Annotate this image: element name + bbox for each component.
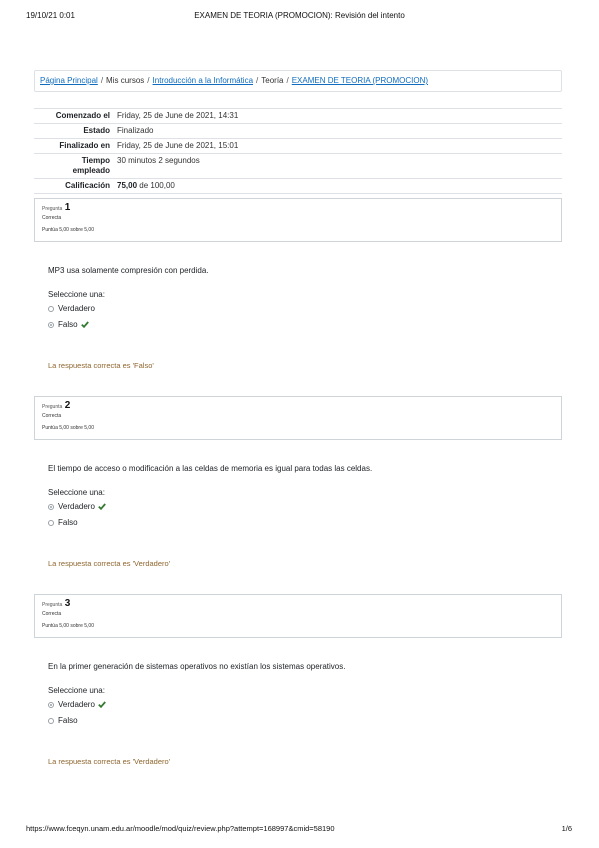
time-value: 30 minutos 2 segundos xyxy=(117,156,200,165)
option-label: Verdadero xyxy=(58,700,95,709)
radio-button[interactable] xyxy=(48,520,54,526)
grade-suffix: de 100,00 xyxy=(139,181,175,190)
summary-row-time xyxy=(34,154,562,179)
summary-row-grade xyxy=(34,179,562,194)
option-label: Falso xyxy=(58,518,78,527)
breadcrumb-section: Teoría xyxy=(261,76,284,85)
breadcrumb-home-link[interactable]: Página Principal xyxy=(40,76,98,85)
answer-option-false[interactable] xyxy=(48,518,78,527)
answer-option-false[interactable] xyxy=(48,320,89,329)
radio-button-selected[interactable] xyxy=(48,702,54,708)
question-info-box xyxy=(34,396,562,440)
grade-value-cell xyxy=(114,179,175,193)
state-value: Finalizado xyxy=(117,126,154,135)
summary-row-finished xyxy=(34,139,562,154)
question-grade: Puntúa 5,00 sobre 5,00 xyxy=(42,227,94,233)
breadcrumb-quiz-link[interactable]: EXAMEN DE TEORIA (PROMOCION) xyxy=(291,76,429,85)
question-number: 3 xyxy=(64,598,71,609)
breadcrumb-separator: / xyxy=(147,76,150,85)
started-label: Comenzado el xyxy=(55,111,110,120)
question-number: 1 xyxy=(64,202,71,213)
question-info-box xyxy=(34,594,562,638)
question-number-line xyxy=(42,202,561,213)
radio-button[interactable] xyxy=(48,718,54,724)
answer-prompt: Seleccione una: xyxy=(48,488,105,497)
breadcrumb-separator: / xyxy=(256,76,259,85)
answer-option-true[interactable] xyxy=(48,700,106,709)
breadcrumb-separator: / xyxy=(286,76,289,85)
answer-prompt: Seleccione una: xyxy=(48,290,105,299)
question-grade: Puntúa 5,00 sobre 5,00 xyxy=(42,425,94,431)
radio-button-selected[interactable] xyxy=(48,322,54,328)
question-grade: Puntúa 5,00 sobre 5,00 xyxy=(42,623,94,629)
time-label-line-2: empleado xyxy=(72,166,110,175)
breadcrumb-separator: / xyxy=(100,76,104,85)
question-state: Correcta xyxy=(42,413,62,419)
breadcrumb-course-link[interactable]: Introducción a la Informática xyxy=(152,76,254,85)
question-state: Correcta xyxy=(42,215,62,221)
breadcrumb-my-courses: Mis cursos xyxy=(106,76,145,85)
summary-row-state xyxy=(34,124,562,139)
question-text: En la primer generación de sistemas operativos no existían los sistemas operativos. xyxy=(48,662,346,671)
print-header xyxy=(0,11,599,23)
question-label: Pregunta xyxy=(42,602,63,608)
answer-prompt: Seleccione una: xyxy=(48,686,105,695)
started-value: Friday, 25 de June de 2021, 14:31 xyxy=(117,111,239,120)
answer-option-false[interactable] xyxy=(48,716,78,725)
print-page-number: 1/6 xyxy=(561,824,572,833)
option-label: Verdadero xyxy=(58,502,95,511)
print-url: https://www.fceqyn.unam.edu.ar/moodle/mod/quiz/review.php?attempt=168997&cmid=58190 xyxy=(26,824,335,833)
question-text: El tiempo de acceso o modificación a las celdas de memoria es igual para todas las celdas. xyxy=(48,464,373,473)
breadcrumb xyxy=(34,70,562,92)
finished-value: Friday, 25 de June de 2021, 15:01 xyxy=(117,141,239,150)
answer-option-true[interactable] xyxy=(48,304,95,313)
time-label xyxy=(34,154,114,178)
question-number-line xyxy=(42,400,561,411)
finished-label: Finalizado en xyxy=(59,141,110,150)
option-label: Verdadero xyxy=(58,304,95,313)
summary-row-started xyxy=(34,109,562,124)
print-date: 19/10/21 0:01 xyxy=(26,11,75,20)
time-label-line-1: Tiempo xyxy=(81,156,110,165)
question-text: MP3 usa solamente compresión con perdida. xyxy=(48,266,209,275)
print-title: EXAMEN DE TEORIA (PROMOCION): Revisión del intento xyxy=(194,11,405,20)
grade-value: 75,00 xyxy=(117,181,138,190)
correct-check-icon xyxy=(81,321,89,328)
grade-label: Calificación xyxy=(65,181,110,190)
radio-button[interactable] xyxy=(48,306,54,312)
radio-button-selected[interactable] xyxy=(48,504,54,510)
option-label: Falso xyxy=(58,320,78,329)
state-label: Estado xyxy=(83,126,110,135)
question-number: 2 xyxy=(64,400,71,411)
print-footer xyxy=(0,824,599,836)
question-state: Correcta xyxy=(42,611,62,617)
correct-answer-feedback: La respuesta correcta es 'Falso' xyxy=(48,361,154,370)
correct-answer-feedback: La respuesta correcta es 'Verdadero' xyxy=(48,757,171,766)
option-label: Falso xyxy=(58,716,78,725)
correct-check-icon xyxy=(98,503,106,510)
question-info-box xyxy=(34,198,562,242)
attempt-summary-table xyxy=(34,108,562,194)
answer-option-true[interactable] xyxy=(48,502,106,511)
question-label: Pregunta xyxy=(42,404,63,410)
correct-check-icon xyxy=(98,701,106,708)
question-number-line xyxy=(42,598,561,609)
question-label: Pregunta xyxy=(42,206,63,212)
correct-answer-feedback: La respuesta correcta es 'Verdadero' xyxy=(48,559,171,568)
